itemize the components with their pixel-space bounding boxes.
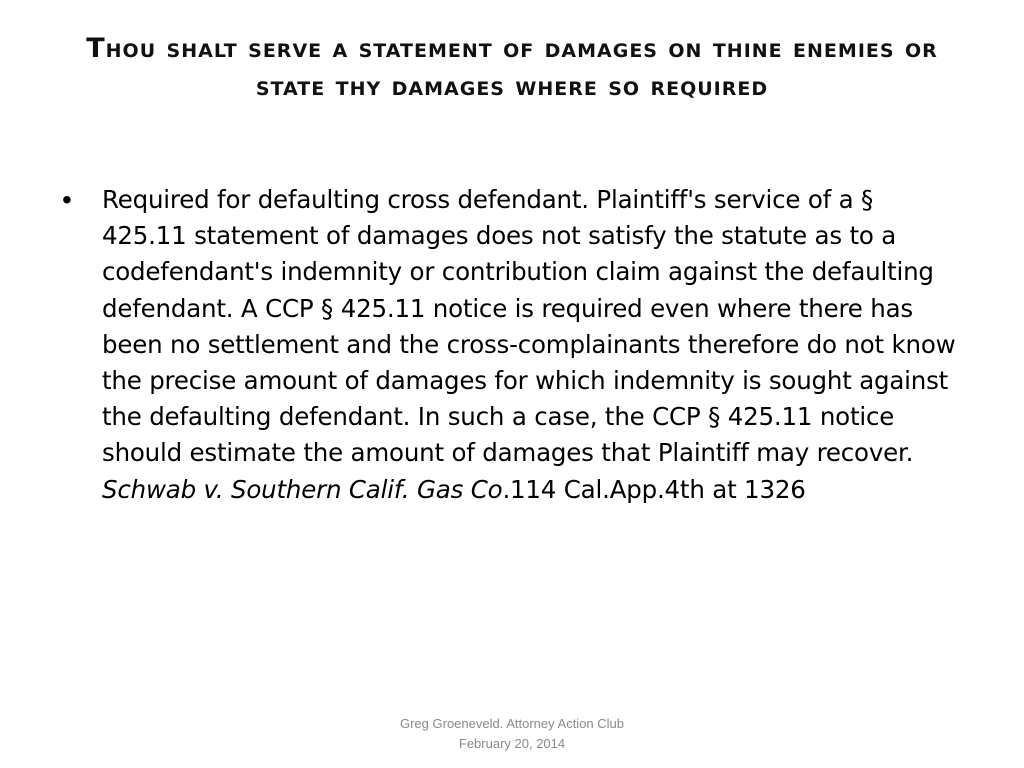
citation-reference: .114 Cal.App.4th at 1326 <box>502 474 806 504</box>
footer-author: Greg Groeneveld. Attorney Action Club <box>399 716 624 731</box>
bullet-dot-icon: • <box>62 184 72 215</box>
footer-date: February 20, 2014 <box>458 736 566 751</box>
case-citation: Schwab v. Southern Calif. Gas Co <box>102 474 503 504</box>
slide-footer <box>312 714 712 754</box>
slide-title: Thou shalt serve a statement of damages on thine enemies or state thy damages where so required <box>86 33 938 102</box>
bullet-text-main: Required for defaulting cross defendant. Plaintiff's service of a § 425.11 statement of damages does not satisfy the statute as to a codefendant's indemnity or contribution claim against the defaulting defendant. A CCP § 425.11 notice is required even where there has been no settlement and the cross-complainants therefore do not know the precise amount of damages for which indemnity is sought against the defaulting defendant. In such a case, the CCP § 425.11 notice should estimate the amount of damages that Plaintiff may recover. <box>102 185 956 468</box>
bullet-item <box>60 182 960 508</box>
slide-body <box>60 182 960 508</box>
bullet-text <box>102 182 960 508</box>
